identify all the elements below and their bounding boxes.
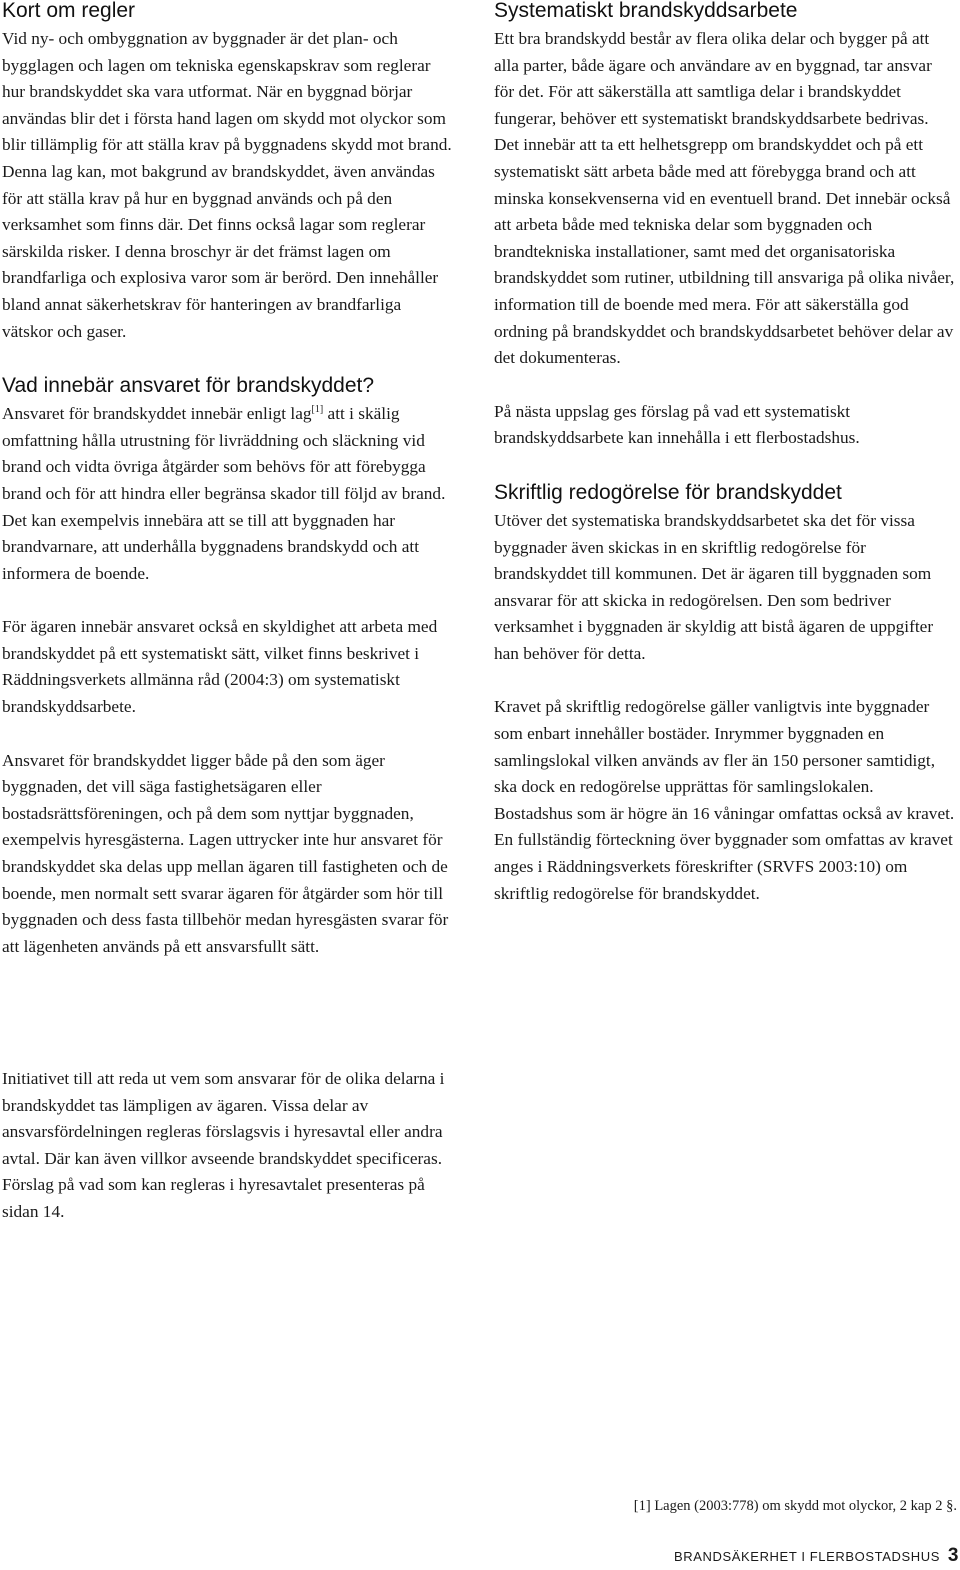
footer-title: BRANDSÄKERHET I FLERBOSTADSHUS bbox=[673, 1549, 940, 1564]
paragraph-nasta-uppslag: På nästa uppslag ges förslag på vad ett systematiskt brandskyddsarbete kan innehålla i ett flerbostadshus. bbox=[494, 401, 860, 448]
heading-skriftlig-redogorelse: Skriftlig redogörelse för brandskyddet bbox=[494, 480, 842, 504]
paragraph-ansvaret-end: att i skälig omfattning hålla utrustning för livräddning och släckning vid brand och vidta övriga åtgärder som behövs för att förebygga brand och för att hindra eller begränsa skador till följd av brand. Det kan exempelvis innebära att se till att byggnaden har brandvarnare, att underhålla byggnadens brandskydd och att informera de boende. bbox=[2, 404, 446, 583]
paragraph-agaren: För ägaren innebär ansvaret också en skyldighet att arbeta med brandskyddet på ett systematiskt sätt, vilket finns beskrivet i Räddningsverkets allmänna råd (2004:3) om systematiskt brandskyddsarbete. bbox=[2, 617, 438, 717]
paragraph-ansvaret bbox=[2, 401, 456, 587]
heading-systematiskt: Systematiskt brandskyddsarbete bbox=[494, 0, 798, 22]
page-footer bbox=[673, 1545, 959, 1566]
heading-ansvaret: Vad innebär ansvaret för brandskyddet? bbox=[2, 374, 375, 398]
page-number: 3 bbox=[947, 1545, 959, 1566]
heading-kort-om-regler: Kort om regler bbox=[2, 0, 136, 22]
left-column-bottom bbox=[2, 1066, 456, 1226]
paragraph-redogorelse: Utöver det systematiska brandskyddsarbetet ska det för vissa byggnader även skickas in en skriftlig redogörelse för brandskyddet till kommunen. Det är ägaren till byggnaden som ansvarar för att skicka in redogörelsen. Den som bedriver verksamhet i byggnaden är skyldig att bistå ägaren de uppgifter han behöver för detta. bbox=[494, 510, 934, 663]
paragraph-initiativet: Initiativet till att reda ut vem som ansvarar för de olika delarna i brandskyddet tas lämpligen av ägaren. Vissa delar av ansvarsfördelningen regleras förslagsvis i hyresavtal eller andra avtal. Där kan även villkor avseende brandskyddet specificeras. Förslag på vad som kan regleras i hyresavtalet presenteras på sidan 14. bbox=[2, 1069, 445, 1221]
paragraph-systematiskt: Ett bra brandskydd består av flera olika delar och bygger på att alla parter, både ägare och användare av en byggnad, tar ansvar för det. För att säkerställa att samtliga delar i brandskyddet fungerar, behöver ett systematiskt brandskyddsarbete bedrivas. Det innebär att ta ett helhetsgrepp om brandskyddet och på ett systematiskt sätt arbeta både med att förebygga brand och att minska konsekvenserna vid en eventuell brand. Det innebär också att arbeta både med tekniska delar som byggnaden och brandtekniska installationer, samt med det organisatoriska brandskyddet som rutiner, utbildning till ansvariga på olika nivåer, information till de boende med mera. För att säkerställa god ordning på brandskyddet och brandskyddsarbetet behöver delar av det dokumenteras. bbox=[494, 29, 955, 368]
footnote: [1] Lagen (2003:778) om skydd mot olyckor, 2 kap 2 §. bbox=[633, 1498, 957, 1514]
footnote-reference: [1] bbox=[311, 404, 324, 416]
paragraph-kravet: Kravet på skriftlig redogörelse gäller vanligtvis inte byggnader som enbart innehåller bostäder. Inrymmer byggnaden en samlingslokal vilken används av fler än 150 personer samtidigt, ska dock en redogörelse upprättas för samlingslokalen. Bostadshus som är högre än 16 våningar omfattas också av kravet. En fullständig förteckning över byggnader som omfattas av kravet anges i Räddningsverkets föreskrifter (SRVFS 2003:10) om skriftlig redogörelse för brandskyddet. bbox=[494, 697, 955, 903]
left-column bbox=[2, 0, 456, 960]
paragraph-fordelning: Ansvaret för brandskyddet ligger både på den som äger byggnaden, det vill säga fastighetsägaren eller bostadsrättsföreningen, och på dem som nyttjar byggnaden, exempelvis hyresgästerna. Lagen uttrycker inte hur ansvaret för brandskyddet ska delas upp mellan ägaren till fastigheten och de boende, men normalt sett svarar ägaren för åtgärder som hör till byggnaden och dess fasta tillbehör medan hyresgästen svarar för att lägenheten används på ett ansvarsfullt sätt. bbox=[2, 750, 449, 956]
paragraph-ansvaret-start: Ansvaret för brandskyddet innebär enligt lag bbox=[2, 404, 312, 424]
paragraph-regler: Vid ny- och ombyggnation av byggnader är det plan- och bygglagen och lagen om tekniska egenskapskrav som reglerar hur brandskyddet ska vara utformat. När en byggnad börjar användas blir det i första hand lagen om skydd mot olyckor som blir tillämplig för att ställa krav på byggnadens skydd mot brand. Denna lag kan, mot bakgrund av brandskyddet, även användas för att ställa krav på hur en byggnad används och på den verksamhet som finns där. Det finns också lagar som reglerar särskilda risker. I denna broschyr är det främst lagen om brandfarliga och explosiva varor som är berörd. Den innehåller bland annat säkerhetskrav för hanteringen av brandfarliga vätskor och gaser. bbox=[2, 29, 452, 341]
right-column bbox=[494, 0, 956, 907]
